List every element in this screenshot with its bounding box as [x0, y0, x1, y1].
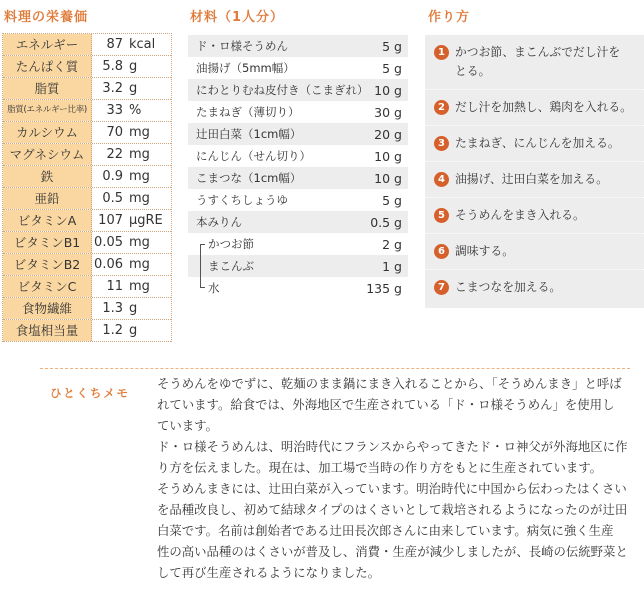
nutrition-value-cell — [92, 78, 171, 99]
ingredient-name: 辻田白菜（1cm幅） — [196, 127, 302, 141]
memo-label: ひとくちメモ — [50, 386, 130, 400]
ingredient-row — [188, 57, 408, 79]
memo-line: そうめんまきには、辻田白菜が入っています。明治時代に中国から伝わったはくさい — [157, 481, 627, 496]
step-text-line: だし汁を加熱し、鶏肉を入れる。 — [455, 100, 632, 114]
ingredient-name: にわとりむね皮付き（こまぎれ） — [196, 83, 369, 97]
ingredient-amount: 2 g — [382, 236, 402, 252]
nutrition-value-cell — [92, 298, 171, 319]
ingredient-name: ド・ロ様そうめん — [196, 39, 288, 53]
ingredient-row — [188, 123, 408, 145]
memo-line: して再び生産されるようになりました。 — [157, 565, 381, 580]
nutrition-value-cell — [92, 232, 171, 253]
nutrition-label: カルシウム — [3, 122, 92, 143]
memo-line: そうめんをゆでずに、乾麺のまま鍋にまき入れることから、「そうめんまき」と呼ば — [157, 376, 622, 391]
nutrition-unit: mg — [129, 279, 150, 294]
nutrition-unit: g — [129, 323, 138, 338]
nutrition-unit: mg — [129, 191, 150, 206]
step-item — [425, 90, 644, 126]
nutrition-row — [3, 78, 171, 100]
nutrition-label: マグネシウム — [3, 144, 92, 165]
nutrition-value: 1.2 — [102, 323, 123, 338]
ingredient-row — [188, 167, 408, 189]
nutrition-value: 3.2 — [102, 81, 123, 96]
nutrition-row — [3, 56, 171, 78]
ingredient-row — [188, 211, 408, 233]
nutrition-unit: kcal — [129, 37, 156, 52]
nutrition-label: 脂質(エネルギー比率) — [3, 100, 92, 121]
nutrition-label: ビタミンA — [3, 210, 92, 231]
ingredient-name: にんじん（せん切り） — [196, 149, 311, 163]
nutrition-unit: g — [129, 301, 138, 316]
memo-line: り方を伝えました。現在は、加工場で当時の作り方をもとに生産されています。 — [157, 460, 603, 475]
memo-line: ています。 — [157, 418, 218, 433]
step-text-line: 油揚げ、辻田白菜を加える。 — [455, 172, 608, 186]
memo-line: れています。給食では、外海地区で生産されている「ド・ロ様そうめん」を使用し — [157, 397, 615, 412]
ingredient-name: たまねぎ（薄切り） — [196, 105, 300, 119]
ingredient-name: かつお節 — [208, 237, 254, 251]
nutrition-label: ビタミンB1 — [3, 232, 92, 253]
nutrition-label: 亜鉛 — [3, 188, 92, 209]
nutrition-value: 0.5 — [102, 191, 123, 206]
ingredient-amount: 10 g — [374, 148, 402, 164]
ingredient-amount: 30 g — [374, 104, 402, 120]
nutrition-row — [3, 298, 171, 320]
ingredient-amount: 1 g — [382, 258, 402, 274]
step-number-badge: 1 — [434, 45, 449, 60]
step-number-badge: 2 — [434, 100, 449, 115]
nutrition-unit: mg — [129, 169, 150, 184]
nutrition-value-cell — [92, 144, 171, 165]
section-divider — [40, 368, 630, 369]
nutrition-value: 33 — [106, 103, 123, 118]
nutrition-row — [3, 100, 171, 122]
nutrition-unit: mg — [129, 147, 150, 162]
dashi-group-bracket — [200, 244, 205, 288]
step-item — [425, 198, 644, 234]
memo-line: 白菜です。名前は創始者である辻田長次郎さんに由来しています。病気に強く生産 — [157, 523, 614, 538]
memo-line: を品種改良し、初めて結球タイプのはくさいとして栽培されるようになったのが辻田 — [157, 502, 628, 517]
ingredient-row — [188, 35, 408, 57]
ingredient-row — [188, 233, 408, 255]
nutrition-label: 脂質 — [3, 78, 92, 99]
ingredient-row — [188, 101, 408, 123]
ingredient-row — [188, 189, 408, 211]
nutrition-value: 1.3 — [102, 301, 123, 316]
ingredient-row — [188, 277, 408, 299]
ingredient-row — [188, 255, 408, 277]
nutrition-row — [3, 232, 171, 254]
nutrition-row — [3, 254, 171, 276]
step-number-badge: 6 — [434, 244, 449, 259]
nutrition-unit: mg — [129, 257, 150, 272]
ingredient-name: まこんぶ — [208, 259, 254, 273]
ingredient-amount: 10 g — [374, 170, 402, 186]
step-item — [425, 270, 644, 305]
nutrition-value-cell — [92, 276, 171, 297]
nutrition-value-cell — [92, 122, 171, 143]
ingredient-amount: 0.5 g — [370, 214, 402, 230]
ingredient-amount: 135 g — [366, 280, 402, 296]
nutrition-value: 87 — [106, 37, 123, 52]
step-text-line: かつお節、まこんぶでだし汁を — [455, 45, 621, 59]
nutrition-unit: mg — [129, 125, 150, 140]
ingredient-name: 本みりん — [196, 215, 242, 229]
nutrition-value: 11 — [106, 279, 123, 294]
nutrition-value: 70 — [106, 125, 123, 140]
step-number-badge: 5 — [434, 208, 449, 223]
nutrition-row — [3, 320, 171, 342]
nutrition-unit: g — [129, 59, 138, 74]
nutrition-label: ビタミンC — [3, 276, 92, 297]
nutrition-label: ビタミンB2 — [3, 254, 92, 275]
ingredient-amount: 10 g — [374, 82, 402, 98]
directions-title: 作り方 — [428, 10, 471, 25]
nutrition-value-cell — [92, 188, 171, 209]
memo-line: ド・ロ様そうめんは、明治時代にフランスからやってきたド・ロ神父が外海地区に作 — [157, 439, 628, 454]
nutrition-value-cell — [92, 166, 171, 187]
memo-text — [157, 373, 641, 583]
ingredient-amount: 20 g — [374, 126, 402, 142]
nutrition-label: エネルギー — [3, 34, 92, 55]
nutrition-unit: g — [129, 81, 138, 96]
step-text-line: こまつなを加える。 — [455, 280, 562, 294]
step-item — [425, 35, 644, 90]
step-item — [425, 234, 644, 270]
nutrition-value: 0.06 — [94, 257, 123, 272]
nutrition-table — [2, 33, 172, 342]
step-number-badge: 3 — [434, 136, 449, 151]
nutrition-value-cell — [92, 100, 171, 121]
ingredient-amount: 5 g — [382, 38, 402, 54]
nutrition-title: 料理の栄養価 — [4, 10, 89, 25]
nutrition-unit: mg — [129, 235, 150, 250]
step-item — [425, 162, 644, 198]
nutrition-row — [3, 122, 171, 144]
memo-line: 性の高い品種のはくさいが普及し、消費・生産が減少しましたが、長崎の伝統野菜と — [157, 544, 628, 559]
nutrition-unit: % — [129, 103, 142, 118]
nutrition-value-cell — [92, 34, 171, 55]
ingredient-name: うすくちしょうゆ — [196, 193, 288, 207]
nutrition-value-cell — [92, 320, 171, 341]
nutrition-row — [3, 276, 171, 298]
ingredients-title: 材料（1人分） — [190, 10, 285, 25]
ingredient-name: 油揚げ（5mm幅） — [196, 61, 295, 75]
ingredient-amount: 5 g — [382, 192, 402, 208]
ingredients-table — [188, 35, 408, 299]
nutrition-value: 107 — [98, 213, 123, 228]
nutrition-unit: μgRE — [129, 213, 163, 228]
step-text-line: たまねぎ、にんじんを加える。 — [455, 136, 620, 150]
nutrition-value: 22 — [106, 147, 123, 162]
ingredient-name: 水 — [208, 281, 220, 295]
nutrition-row — [3, 188, 171, 210]
nutrition-row — [3, 210, 171, 232]
nutrition-value: 5.8 — [102, 59, 123, 74]
nutrition-value: 0.05 — [94, 235, 123, 250]
step-number-badge: 4 — [434, 172, 449, 187]
step-text-line: 調味する。 — [455, 244, 514, 258]
nutrition-label: 食物繊維 — [3, 298, 92, 319]
step-text-line: そうめんをまき入れる。 — [455, 208, 585, 222]
nutrition-row — [3, 34, 171, 56]
nutrition-label: たんぱく質 — [3, 56, 92, 77]
nutrition-label: 食塩相当量 — [3, 320, 92, 341]
ingredient-row — [188, 79, 408, 101]
nutrition-value-cell — [92, 56, 171, 77]
nutrition-label: 鉄 — [3, 166, 92, 187]
step-text-line: とる。 — [455, 64, 491, 78]
nutrition-row — [3, 166, 171, 188]
step-item — [425, 126, 644, 162]
nutrition-value-cell — [92, 210, 171, 231]
nutrition-value-cell — [92, 254, 171, 275]
nutrition-value: 0.9 — [102, 169, 123, 184]
step-number-badge: 7 — [434, 280, 449, 295]
nutrition-row — [3, 144, 171, 166]
ingredient-row — [188, 145, 408, 167]
directions-box — [425, 35, 644, 308]
ingredient-amount: 5 g — [382, 60, 402, 76]
ingredient-name: こまつな（1cm幅） — [196, 171, 302, 185]
